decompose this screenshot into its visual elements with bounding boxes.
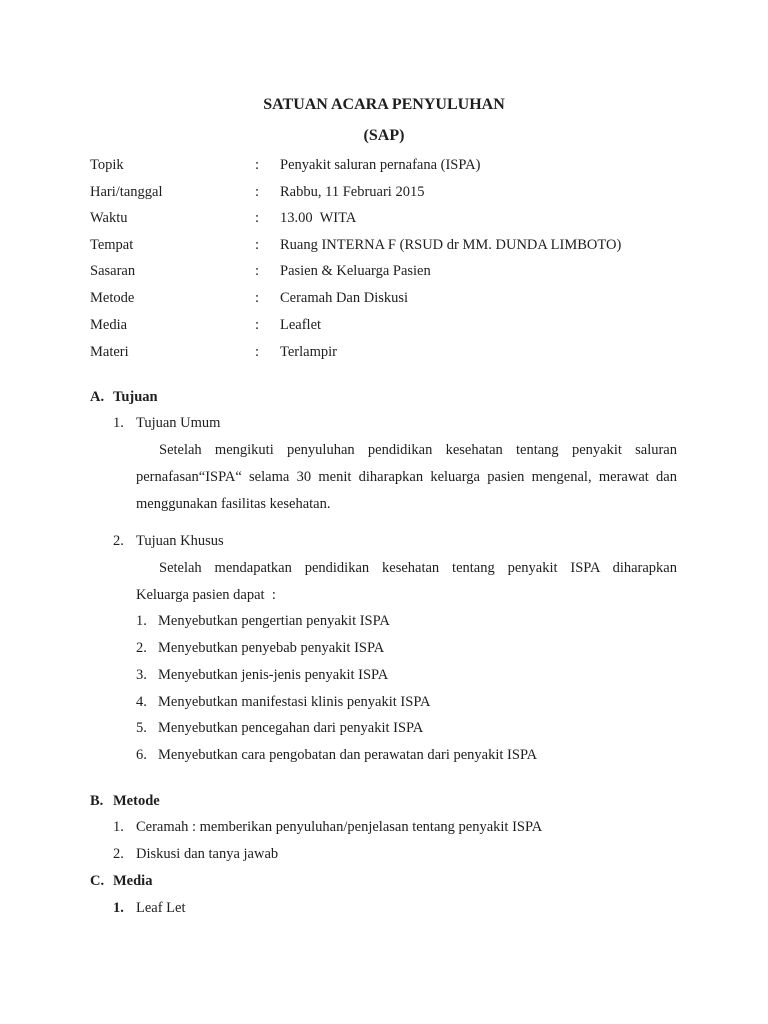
info-colon: : (255, 237, 260, 253)
document-title: SATUAN ACARA PENYULUHAN (263, 96, 505, 113)
list-number: 1. (136, 613, 147, 629)
list-number: 1. (113, 819, 124, 835)
info-value: Terlampir (280, 344, 337, 360)
subsection-title: Tujuan Khusus (136, 533, 224, 549)
list-number: 3. (136, 667, 147, 683)
info-label: Tempat (90, 237, 134, 253)
document-subtitle: (SAP) (363, 127, 405, 144)
info-value: 13.00 WITA (280, 210, 357, 226)
info-colon: : (255, 157, 260, 173)
subsection-title: Tujuan Umum (136, 415, 221, 431)
paragraph-line: menggunakan fasilitas kesehatan. (136, 496, 331, 512)
subsection-number: 1. (113, 415, 124, 431)
paragraph-line: Setelah mendapatkan pendidikan kesehatan tentang penyakit ISPA diharapkan (159, 560, 677, 576)
list-text: Menyebutkan penyebab penyakit ISPA (158, 640, 385, 656)
info-label: Materi (90, 344, 129, 360)
info-value: Penyakit saluran pernafana (ISPA) (280, 157, 481, 173)
list-text: Menyebutkan pencegahan dari penyakit ISPA (158, 720, 424, 736)
info-label: Topik (90, 157, 124, 173)
list-number: 1. (113, 900, 124, 916)
info-value: Leaflet (280, 317, 322, 333)
info-colon: : (255, 344, 260, 360)
info-label: Media (90, 317, 128, 333)
info-colon: : (255, 290, 260, 306)
info-label: Waktu (90, 210, 128, 226)
info-colon: : (255, 317, 260, 333)
info-value: Rabbu, 11 Februari 2015 (280, 184, 425, 200)
info-colon: : (255, 184, 260, 200)
list-number: 6. (136, 747, 147, 763)
section-letter: B. (90, 793, 104, 809)
info-label: Metode (90, 290, 135, 306)
list-number: 5. (136, 720, 147, 736)
info-label: Hari/tanggal (90, 184, 163, 200)
paragraph-line: Keluarga pasien dapat : (136, 587, 276, 603)
info-value: Ceramah Dan Diskusi (280, 290, 409, 306)
section-heading: Tujuan (113, 389, 158, 405)
list-text: Menyebutkan cara pengobatan dan perawatan dari penyakit ISPA (158, 747, 538, 763)
list-text: Menyebutkan manifestasi klinis penyakit ISPA (158, 694, 431, 710)
section-heading: Media (113, 873, 153, 889)
section-letter: A. (90, 389, 105, 405)
paragraph-line: pernafasan“ISPA“ selama 30 menit diharapkan keluarga pasien mengenal, merawat dan (136, 469, 677, 485)
list-text: Ceramah : memberikan penyuluhan/penjelasan tentang penyakit ISPA (136, 819, 543, 835)
list-number: 2. (136, 640, 147, 656)
info-value: Ruang INTERNA F (RSUD dr MM. DUNDA LIMBOTO) (280, 237, 622, 253)
list-text: Menyebutkan pengertian penyakit ISPA (158, 613, 390, 629)
section-letter: C. (90, 873, 105, 889)
info-label: Sasaran (90, 263, 136, 279)
info-colon: : (255, 263, 260, 279)
list-text: Diskusi dan tanya jawab (136, 846, 279, 862)
list-number: 4. (136, 694, 147, 710)
list-text: Leaf Let (136, 900, 186, 916)
list-number: 2. (113, 846, 124, 862)
paragraph-line: Setelah mengikuti penyuluhan pendidikan kesehatan tentang penyakit saluran (159, 442, 677, 458)
subsection-number: 2. (113, 533, 124, 549)
info-colon: : (255, 210, 260, 226)
info-value: Pasien & Keluarga Pasien (280, 263, 431, 279)
list-text: Menyebutkan jenis-jenis penyakit ISPA (158, 667, 389, 683)
section-heading: Metode (113, 793, 160, 809)
